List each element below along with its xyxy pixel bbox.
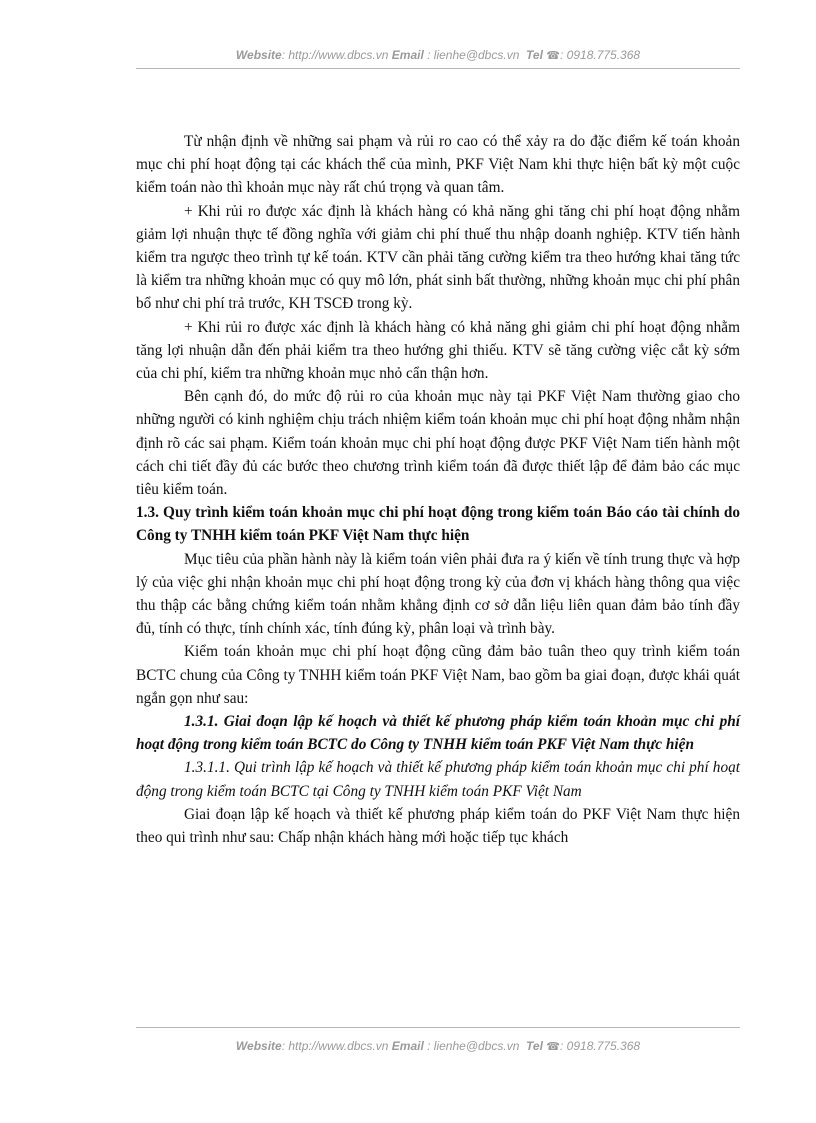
paragraph: Giai đoạn lập kế hoạch và thiết kế phương pháp kiểm toán do PKF Việt Nam thực hiện theo qui trình như sau: Chấp nhận khách hàng mới hoặc tiếp tục khách <box>136 805 740 847</box>
header-website-label: Website <box>235 48 282 62</box>
page-footer <box>136 1027 740 1061</box>
page-header <box>136 48 740 69</box>
footer-email-label: Email <box>391 1039 424 1053</box>
footer-website-value: : http://www.dbcs.vn <box>281 1039 389 1053</box>
footer-tel-label: Tel <box>526 1039 543 1053</box>
paragraph: + Khi rủi ro được xác định là khách hàng có khả năng ghi giảm chi phí hoạt động nhằm tăng lợi nhuận dẫn đến phải kiểm tra theo hướng ghi thiếu. KTV sẽ tăng cường việc cắt kỳ sớm của chi phí, kiểm tra những khoản mục nhỏ cẩn thận hơn. <box>136 318 740 383</box>
section-heading-1-3-1-1: 1.3.1.1. Qui trình lập kế hoạch và thiết kế phương pháp kiểm toán khoản mục chi phí hoạt động trong kiểm toán BCTC tại Công ty TNHH kiểm toán PKF Việt Nam <box>136 759 740 800</box>
paragraph: Mục tiêu của phần hành này là kiểm toán viên phải đưa ra ý kiến về tính trung thực và hợp lý của việc ghi nhận khoản mục chi phí hoạt động trong kỳ của đơn vị khách hàng thông qua việc thu thập các bằng chứng kiểm toán nhằm khẳng định cơ sở dẫn liệu liên quan đảm bảo tính đầy đủ, tính có thực, tính chính xác, tính đúng kỳ, phân loại và trình bày. <box>136 550 740 638</box>
phone-icon: ☎ <box>546 1041 560 1053</box>
header-email-value: : lienhe@dbcs.vn <box>423 48 520 62</box>
paragraph: Kiểm toán khoản mục chi phí hoạt động cũng đảm bảo tuân theo quy trình kiểm toán BCTC chung của Công ty TNHH kiểm toán PKF Việt Nam, bao gồm ba giai đoạn, được khái quát ngắn gọn như sau: <box>136 643 740 707</box>
header-tel-value: : 0918.775.368 <box>560 48 641 62</box>
paragraph: + Khi rủi ro được xác định là khách hàng có khả năng ghi tăng chi phí hoạt động nhằm giảm lợi nhuận thực tế đồng nghĩa với giảm chi phí thuế thu nhập doanh nghiệp. KTV tiến hành kiểm tra ngược theo trình tự kế toán. KTV cần phải tăng cường kiểm tra theo hướng khai tăng tức là kiểm tra những khoản mục có quy mô lớn, phát sinh bất thường, những khoản mục chi phí phân bổ như chi phí trả trước, KH TSCĐ trong kỳ. <box>136 202 740 313</box>
footer-website-label: Website <box>235 1039 282 1053</box>
phone-icon: ☎ <box>546 50 560 62</box>
header-tel-label: Tel <box>526 48 543 62</box>
paragraph: Từ nhận định về những sai phạm và rủi ro cao có thể xảy ra do đặc điểm kế toán khoản mục chi phí hoạt động tại các khách thể của mình, PKF Việt Nam khi thực hiện bất kỳ một cuộc kiểm toán nào thì khoản mục này rất chú trọng và quan tâm. <box>136 133 740 197</box>
document-body <box>136 130 740 849</box>
section-heading-1-3-1: 1.3.1. Giai đoạn lập kế hoạch và thiết kế phương pháp kiểm toán khoản mục chi phí hoạt động trong kiểm toán BCTC do Công ty TNHH kiểm toán PKF Việt Nam thực hiện <box>136 713 740 754</box>
section-heading-1-3: 1.3. Quy trình kiểm toán khoản mục chi phí hoạt động trong kiểm toán Báo cáo tài chính do Công ty TNHH kiểm toán PKF Việt Nam thực hiện <box>136 504 740 545</box>
header-website-value: : http://www.dbcs.vn <box>281 48 389 62</box>
footer-tel-value: : 0918.775.368 <box>560 1039 641 1053</box>
header-email-label: Email <box>391 48 424 62</box>
paragraph: Bên cạnh đó, do mức độ rủi ro của khoản mục này tại PKF Việt Nam thường giao cho những người có kinh nghiệm chịu trách nhiệm kiểm toán khoản mục chi phí hoạt động nhằm nhận định rõ các sai phạm. Kiểm toán khoản mục chi phí hoạt động được PKF Việt Nam tiến hành một cách chi tiết đầy đủ các bước theo chương trình kiểm toán đã được thiết lập để đảm bảo các mục tiêu kiểm toán. <box>136 388 740 499</box>
footer-email-value: : lienhe@dbcs.vn <box>423 1039 520 1053</box>
